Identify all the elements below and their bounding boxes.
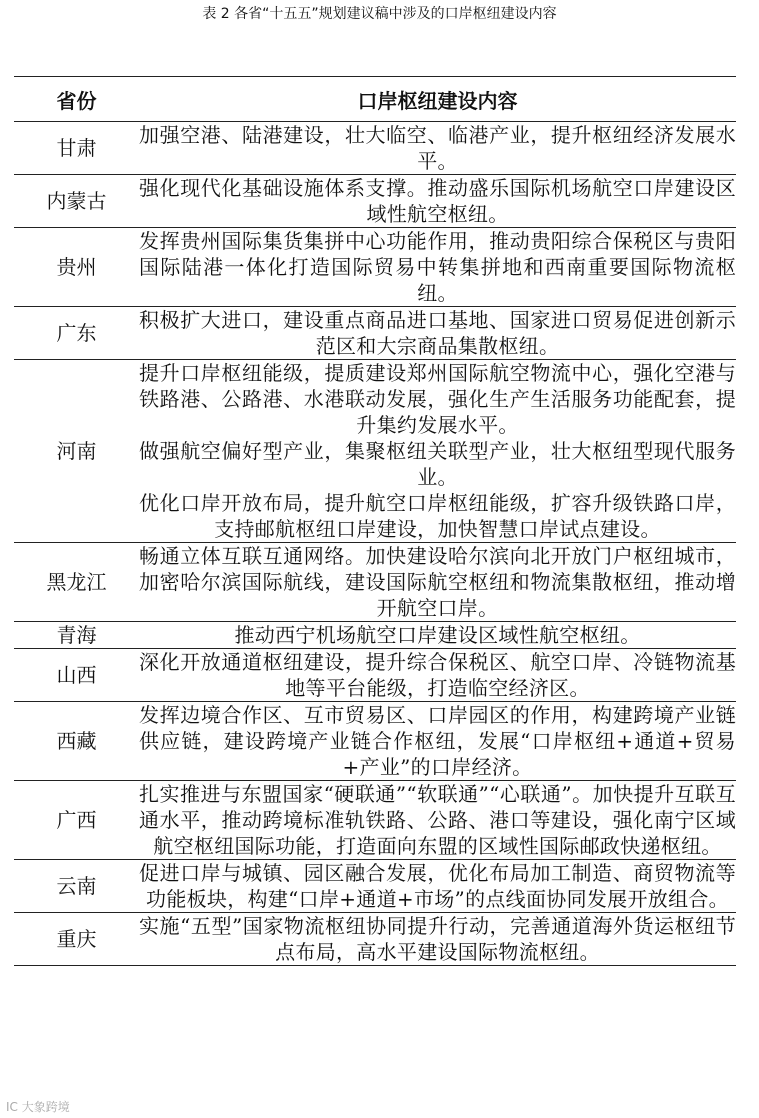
province-cell: 山西 xyxy=(14,649,139,702)
content-paragraph: 提升口岸枢纽能级，提质建设郑州国际航空物流中心，强化空港与铁路港、公路港、水港联动发展，强化生产生活服务功能配套，提升集约发展水平。 xyxy=(139,361,736,437)
content-paragraph: 畅通立体互联互通网络。加快建设哈尔滨向北开放门户枢纽城市，加密哈尔滨国际航线，建设国际航空枢纽和物流集散枢纽，推动增开航空口岸。 xyxy=(139,544,736,620)
content-cell xyxy=(139,649,736,702)
watermark: IC 大象跨境 xyxy=(6,1100,70,1114)
table-caption: 表 2 各省“十五五”规划建议稿中涉及的口岸枢纽建设内容 xyxy=(202,6,557,22)
table-row xyxy=(14,702,736,781)
content-paragraph: 加强空港、陆港建设，壮大临空、临港产业，提升枢纽经济发展水平。 xyxy=(139,123,736,173)
table-row xyxy=(14,913,736,966)
province-cell: 西藏 xyxy=(14,702,139,781)
header-province: 省份 xyxy=(14,77,139,122)
table-row xyxy=(14,781,736,860)
content-paragraph: 发挥边境合作区、互市贸易区、口岸园区的作用，构建跨境产业链供应链，建设跨境产业链合作枢纽，发展“口岸枢纽+通道+贸易+产业”的口岸经济。 xyxy=(139,703,736,779)
table-header-row xyxy=(14,77,736,122)
province-cell: 广东 xyxy=(14,307,139,360)
province-cell: 贵州 xyxy=(14,228,139,307)
content-paragraph: 深化开放通道枢纽建设，提升综合保税区、航空口岸、冷链物流基地等平台能级，打造临空经济区。 xyxy=(139,650,736,700)
port-hub-table xyxy=(14,76,736,966)
table-row xyxy=(14,360,736,543)
province-cell: 黑龙江 xyxy=(14,543,139,622)
table-row xyxy=(14,307,736,360)
content-paragraph: 做强航空偏好型产业，集聚枢纽关联型产业，壮大枢纽型现代服务业。 xyxy=(139,439,736,489)
content-cell xyxy=(139,702,736,781)
content-cell xyxy=(139,781,736,860)
content-paragraph: 扎实推进与东盟国家“硬联通”“软联通”“心联通”。加快提升互联互通水平，推动跨境标准轨铁路、公路、港口等建设，强化南宁区域航空枢纽国际功能，打造面向东盟的区域性国际邮政快递枢纽。 xyxy=(139,782,736,858)
table-row xyxy=(14,649,736,702)
province-cell: 云南 xyxy=(14,860,139,913)
content-cell xyxy=(139,175,736,228)
content-cell xyxy=(139,360,736,543)
province-cell: 重庆 xyxy=(14,913,139,966)
table-row xyxy=(14,622,736,649)
content-cell xyxy=(139,543,736,622)
province-cell: 广西 xyxy=(14,781,139,860)
province-cell: 青海 xyxy=(14,622,139,649)
table-row xyxy=(14,122,736,175)
content-cell xyxy=(139,122,736,175)
content-paragraph: 积极扩大进口，建设重点商品进口基地、国家进口贸易促进创新示范区和大宗商品集散枢纽。 xyxy=(139,308,736,358)
table-body xyxy=(14,122,736,966)
content-paragraph: 优化口岸开放布局，提升航空口岸枢纽能级，扩容升级铁路口岸，支持邮航枢纽口岸建设，加快智慧口岸试点建设。 xyxy=(139,491,736,541)
province-cell: 甘肃 xyxy=(14,122,139,175)
content-cell xyxy=(139,228,736,307)
content-paragraph: 推动西宁机场航空口岸建设区域性航空枢纽。 xyxy=(234,623,641,647)
province-cell: 内蒙古 xyxy=(14,175,139,228)
table-row xyxy=(14,543,736,622)
content-cell xyxy=(139,622,736,649)
content-paragraph: 发挥贵州国际集货集拼中心功能作用，推动贵阳综合保税区与贵阳国际陆港一体化打造国际贸易中转集拼地和西南重要国际物流枢纽。 xyxy=(139,229,736,305)
province-cell: 河南 xyxy=(14,360,139,543)
table-row xyxy=(14,175,736,228)
table-row xyxy=(14,228,736,307)
table-row xyxy=(14,860,736,913)
content-cell xyxy=(139,913,736,966)
content-paragraph: 实施“五型”国家物流枢纽协同提升行动，完善通道海外货运枢纽节点布局，高水平建设国际物流枢纽。 xyxy=(139,914,736,964)
content-paragraph: 促进口岸与城镇、园区融合发展，优化布局加工制造、商贸物流等功能板块，构建“口岸+通道+市场”的点线面协同发展开放组合。 xyxy=(139,861,736,911)
content-paragraph: 强化现代化基础设施体系支撑。推动盛乐国际机场航空口岸建设区域性航空枢纽。 xyxy=(139,176,736,226)
content-cell xyxy=(139,860,736,913)
content-cell xyxy=(139,307,736,360)
header-content: 口岸枢纽建设内容 xyxy=(139,77,736,122)
